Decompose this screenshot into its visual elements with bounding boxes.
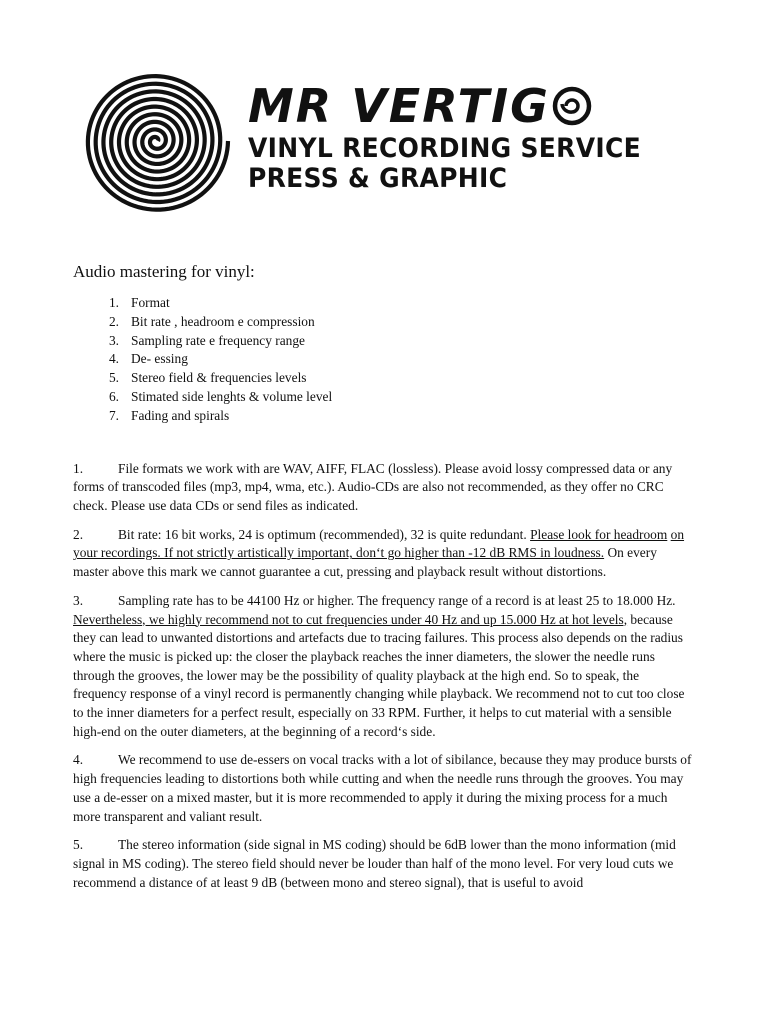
- underlined-text: Nevertheless, we highly recommend not to cut frequencies under 40 Hz and up 15.000 Hz at hot levels,: [73, 611, 628, 627]
- paragraph-sampling: [73, 592, 695, 742]
- paragraph-text: The stereo information (side signal in MS coding) should be 6dB lower than the mono information (mid signal in MS coding). The stereo field should never be louder than half of the mono level. For very loud cuts we recommend a distance of at least 9 dB (between mono and stereo signal), that is useful to avoid: [73, 837, 676, 890]
- toc-text: Fading and spirals: [131, 407, 230, 423]
- brand-subtitle-2: PRESS & GRAPHIC: [248, 162, 508, 194]
- toc-text: Bit rate , headroom e compression: [131, 313, 315, 329]
- brand-subtitle-1: VINYL RECORDING SERVICE: [248, 132, 641, 164]
- paragraph-text: On every master above this mark we cannot guarantee a cut, pressing and playback result without distortions.: [73, 545, 657, 580]
- toc-item: [73, 294, 695, 313]
- toc-number: 1.: [108, 295, 119, 310]
- toc-item: [73, 369, 695, 388]
- paragraph-number: 3.: [73, 592, 84, 608]
- toc-number: 5.: [108, 370, 119, 386]
- section-title: Audio mastering for vinyl:: [73, 262, 255, 281]
- toc-text: Stereo field & frequencies levels: [131, 370, 307, 386]
- toc-item: [73, 350, 695, 369]
- paragraph-text: Sampling rate has to be 44100 Hz or higher. The frequency range of a record is at least 25 to 18.000 Hz.: [118, 592, 676, 608]
- toc-text: Format: [131, 295, 170, 310]
- paragraph-text: We recommend to use de-essers on vocal tracks with a lot of sibilance, because they may produce bursts of high frequencies leading to distortions both while cutting and when the needle runs through the grooves. You may use a de-esser on a mixed master, but it is more recommended to apply it during the mixing process for a much more transparent and valiant result.: [73, 752, 692, 824]
- brand-block: [248, 80, 641, 192]
- paragraph-number: 2.: [73, 526, 84, 542]
- letterhead: [78, 66, 708, 216]
- paragraph-deessing: [73, 751, 695, 826]
- document-body: [73, 262, 695, 892]
- toc-text: De- essing: [131, 351, 188, 367]
- paragraph-number: 4.: [73, 752, 84, 768]
- toc-text: Sampling rate e frequency range: [131, 332, 305, 348]
- underlined-text: Please look for headroom: [530, 526, 668, 542]
- toc-item: [73, 407, 695, 426]
- paragraph-stereo: [73, 836, 695, 892]
- paragraph-text: File formats we work with are WAV, AIFF, FLAC (lossless). Please avoid lossy compressed data or any forms of transcoded files (mp3, mp4, wma, etc.). Audio-CDs are also not recommended, as they offer no CRC check. Please use data CDs or send files as indicated.: [73, 460, 673, 513]
- swirl-o-icon: [552, 86, 592, 126]
- paragraph-bitrate: [73, 526, 695, 582]
- brand-title-text: MR VERTIG: [248, 79, 550, 133]
- brand-title: [248, 80, 641, 132]
- paragraph-text: because they can lead to unwanted distortions and artefacts due to tracing failures. This process also depends on the radius where the music is picked up: the closer the playback reaches the inner diameters, the slower the needle runs through the grooves, the lower may be the possibility of quality playback at the high end. So to speak, the frequency response of a vinyl record is permanently changing while playback. We recommend not to cut too close to the inner diameters for a perfect result, especially on 33 RPM. Further, it helps to cut material with a sensible high-end on the outer diameters, at the beginning of a record‘s side.: [73, 611, 685, 739]
- paragraph-text: Bit rate: 16 bit works, 24 is optimum (recommended), 32 is quite redundant.: [118, 526, 531, 542]
- toc-number: 2.: [108, 313, 119, 329]
- toc-number: 6.: [108, 388, 119, 404]
- paragraph-number: 5.: [73, 837, 84, 853]
- paragraph-format: [73, 460, 695, 516]
- spiral-path: [88, 76, 228, 209]
- toc-item: [73, 332, 695, 351]
- spiral-logo: [78, 66, 234, 216]
- toc-item: [73, 388, 695, 407]
- paragraph-number: 1.: [73, 460, 84, 476]
- toc-text: Stimated side lenghts & volume level: [131, 388, 333, 404]
- table-of-contents: [73, 294, 695, 426]
- underlined-text: on your recordings. If not strictly artistically important, don‘t go higher than -12 dB RMS in loudness.: [73, 526, 685, 561]
- toc-item: [73, 313, 695, 332]
- toc-number: 4.: [108, 351, 119, 367]
- toc-number: 3.: [108, 332, 119, 348]
- toc-number: 7.: [108, 407, 119, 423]
